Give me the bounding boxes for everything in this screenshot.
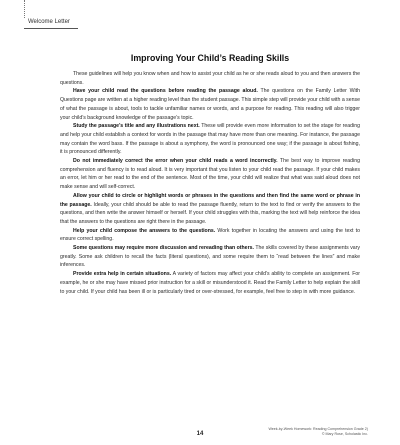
paragraph — [60, 122, 360, 157]
paragraph-text: Ideally, your child should be able to read the passage fluently, return to the text to find or verify the answers to the questions, and then write the answer himself or herself. If your child struggles with this, marking the text will help reinforce the idea that the answers to the questions are right there in the passage. — [60, 201, 360, 225]
paragraph-text: The best way to improve reading comprehension and fluency is to read aloud. It is very important that you listen to your child read the passage. If your child makes an error, let him or her read to the end of the sentence. Most of the time, your child will realize that what was said aloud does not make sense and will self-correct. — [60, 158, 360, 191]
paragraph-lead: Help your child compose the answers to the questions. — [73, 227, 216, 234]
paragraph-text: The skills covered by these assignments vary greatly. Some ask children to recall the facts (literal questions), and some require them to “read between the lines” and make inferences. — [60, 245, 360, 269]
credit-line: Week-by-Week Homework: Reading Comprehension Grade 2) — [268, 427, 368, 431]
paragraph — [60, 157, 360, 192]
paragraph-text: These guidelines will help you know when and how to assist your child as he or she reads aloud to you and then answers the questions. — [60, 71, 360, 86]
footer-credit — [218, 427, 368, 437]
section-header-label: Welcome Letter — [28, 19, 70, 25]
body-text — [60, 70, 360, 296]
paragraph — [60, 270, 360, 296]
paragraph — [60, 192, 360, 227]
header-divider — [24, 28, 78, 29]
paragraph-text: A variety of factors may affect your child’s ability to complete an assignment. For example, he or she may have missed prior instruction for a skill or misunderstood it. Read the Family Letter to help explain the skill to your child. If your child has been ill or is particularly tired or over-stressed, for example, feel free to step in with more guidance. — [60, 271, 360, 295]
paragraph — [60, 87, 360, 122]
dotted-margin-line — [24, 0, 25, 18]
page-title: Improving Your Child’s Reading Skills — [130, 53, 290, 63]
paragraph-lead: Allow your child to circle or highlight words or phrases in the questions and then find the same word or phrase in the passage. — [60, 192, 360, 208]
paragraph-text: These will provide even more information to set the stage for reading and help your child establish a context for words in the passage that may have more than one meaning. For instance, the passage may contain the word bass. If the passage is about a symphony, the word is pronounced one way; if the passage is about fishing, it is pronounced differently. — [60, 123, 360, 156]
paragraph-text: Work together in locating the answers and using the text to ensure correct spelling. — [60, 227, 360, 243]
paragraph-lead: Have your child read the questions before reading the passage aloud. — [73, 88, 258, 95]
paragraph-lead: Provide extra help in certain situations. — [73, 271, 172, 278]
page-number: 14 — [196, 431, 204, 437]
paragraph-intro — [60, 70, 360, 87]
paragraph — [60, 244, 360, 270]
paragraph-text: The questions on the Family Letter With Questions page are written at a higher reading level than the student passage. This simple step will provide your child with a sense of what the passage is about, tools to tackle unfamiliar names or words, and a purpose for reading. This reading will also trigger your child’s background knowledge of the passage’s topic. — [60, 88, 360, 121]
copyright-line: © Mary Rose, Scholastic Inc. — [321, 432, 368, 436]
paragraph-lead: Some questions may require more discussion and rereading than others. — [73, 245, 254, 252]
paragraph — [60, 227, 360, 244]
paragraph-lead: Study the passage’s title and any illustrations next. — [73, 123, 200, 130]
paragraph-lead: Do not immediately correct the error when your child reads a word incorrectly. — [73, 158, 278, 165]
